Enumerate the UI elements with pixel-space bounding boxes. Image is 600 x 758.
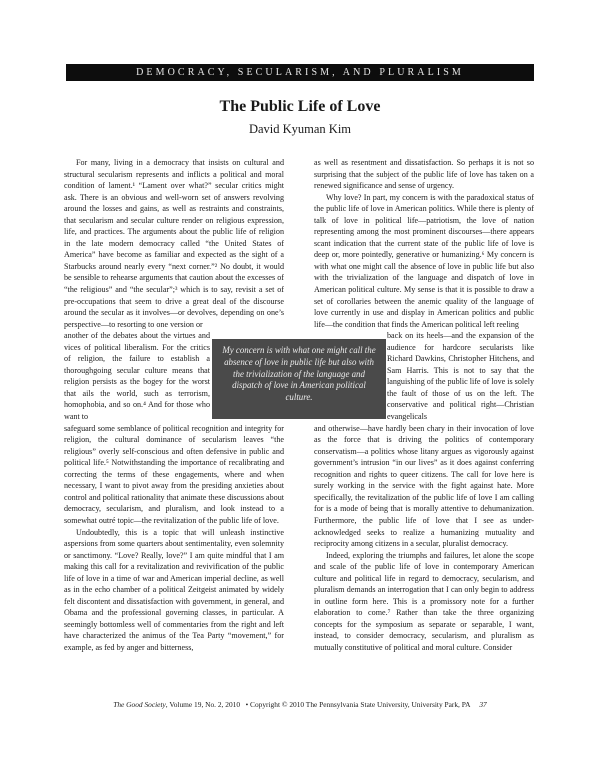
right-paragraph-1: as well as resentment and dissatisfaction. So perhaps it is not so surprising that the subject of the public life of love has taken on a renewed significance and sense of urgency.: [314, 158, 534, 191]
article-title: The Public Life of Love: [219, 98, 381, 115]
pull-quote: [212, 339, 386, 419]
right-paragraph-2-cut: back on its heels—and the expansion of the audience for hardcore secularists like Richard Dawkins, Christopher Hitchens, and Sam Harris. This is not to say that the languishing of the public life of love is solely the fault of those of us on the left. The conservative and political right—Christian evangelicals: [387, 331, 535, 422]
article-author: David Kyuman Kim: [248, 122, 352, 136]
journal-issue: , Volume 19, No. 2, 2010: [165, 700, 241, 709]
right-paragraph-3: Indeed, exploring the triumphs and failures, let alone the scope and scale of the public life of love in contemporary American culture and political life in regard to democracy, secularism, and pluralism demands an interrogation that I can only begin to address in outline form here. This is a promissory note for a further elaboration to come.⁷ Rather than take the three organizing concepts for the symposium as separate or separable, I want, instead, to consider democracy, secularism, and pluralism as mutually constitutive of political and moral culture. Consider: [314, 550, 534, 652]
left-paragraph-1-cut: another of the debates about the virtues and vices of political liberalism. For the critics of religion, the failure to establish a thoroughgoing secular culture means that religion persists as the bogey for the worst that ails the world, such as terrorism, homophobia, and so on.⁴ And for those who want to: [64, 331, 210, 422]
section-band: [66, 64, 534, 81]
section-heading: DEMOCRACY, SECULARISM, AND PLURALISM: [136, 67, 464, 78]
journal-name: The Good Society: [113, 700, 166, 709]
page-number: 37: [479, 700, 487, 709]
left-paragraph-1-top: For many, living in a democracy that insists on cultural and structural secularism represents and inflicts a political and moral condition of lament.¹ “Lament over what?” secular critics might ask. There is an obvious and well-worn set of answers revolving around the losses and gains, as well as restraints and constraints, that secularism and secular culture render on religious expression, life, and practices. The arguments about the public life of religion in the late modern democracy called “the United States of America” have become as familiar and expected as the sight of a Starbucks around nearly every “next corner.”² No doubt, it would be sensible to rehearse arguments that caution about the excesses of “the religious” and “the secular”;³ which is to say, revisit a set of pre-occupations that seem to drive a great deal of the discourse around the secular as it involves—or devolves, depending on one’s perspective—to resorting to one version or: [64, 158, 284, 329]
right-paragraph-2-bottom: and otherwise—have hardly been chary in their invocation of love as the force that is driving the politics of contemporary conservatism—a politics whose litany argues as vigorously against government’s intrusion “in our lives” as it does against conferring recognition and rights to queer citizens. The call for love here is surely working in the service with the fight against hate. More specifically, the revitalization of the public life of love I am calling for is a mode of being that is morally attentive to dehumanization. Furthermore, the public life of love that I see as under-acknowledged seeks to realize a humanizing mutuality and reciprocity among citizens in a secular, pluralist democracy.: [314, 423, 534, 549]
left-paragraph-2: Undoubtedly, this is a topic that will unleash instinctive aspersions from some quarters about sentimentality, even solemnity or sanctimony. “Love? Really, love?” I am quite mindful that I am making this call for a revitalization and revivification of the public life of love in a time of war and American imperial decline, as well as in the echo chamber of a political Zeitgeist animated by widely felt discontent and dissatisfaction with government, in general, and Obama and the professional governing classes, in particular. A seemingly bottomless well of commentaries from the right and left have characterized the animus of the Tea Party “movement,” for example, as fed by anger and bitterness,: [64, 527, 284, 652]
right-cut-block: [387, 330, 534, 422]
left-cut-block: [64, 330, 210, 422]
pull-quote-text: My concern is with what one might call the absence of love in public life but also with the trivialization of the language and dispatch of love in American political culture.: [222, 345, 376, 403]
page-footer: [0, 700, 600, 709]
copyright-line: • Copyright © 2010 The Pennsylvania State University, University Park, PA: [245, 700, 471, 709]
left-paragraph-1-bottom: safeguard some semblance of political recognition and integrity for religion, the cultural dominance of secularism leaves “the religious” overly self-conscious and often defensive in public and political life.⁵ Notwithstanding the importance of recalibrating and correcting the terms of these engagements, where and when necessary, I want to pivot away from the presiding anxieties about control and political rationality that animate these discussions about democracy, secularism, and pluralism, and look instead to a somewhat outré topic—the revitalization of the public life of love.: [64, 423, 284, 525]
right-paragraph-2-top: Why love? In part, my concern is with the paradoxical status of the public life of love in American politics. While there is plenty of talk of love in political life—patriotism, the love of nation representing among the most prominent discourses—there appears scant indication that the current state of the public life of love is deep or, more pointedly, generative or humanizing.⁶ My concern is with what one might call the absence of love in public life but also with the trivialization of the language and dispatch of love in American political culture. My sense is that it is possible to draw a set of corollaries between the anemic quality of the language of love currently in use and display in American politics and public life—the condition that finds the American political left reeling: [314, 192, 534, 329]
